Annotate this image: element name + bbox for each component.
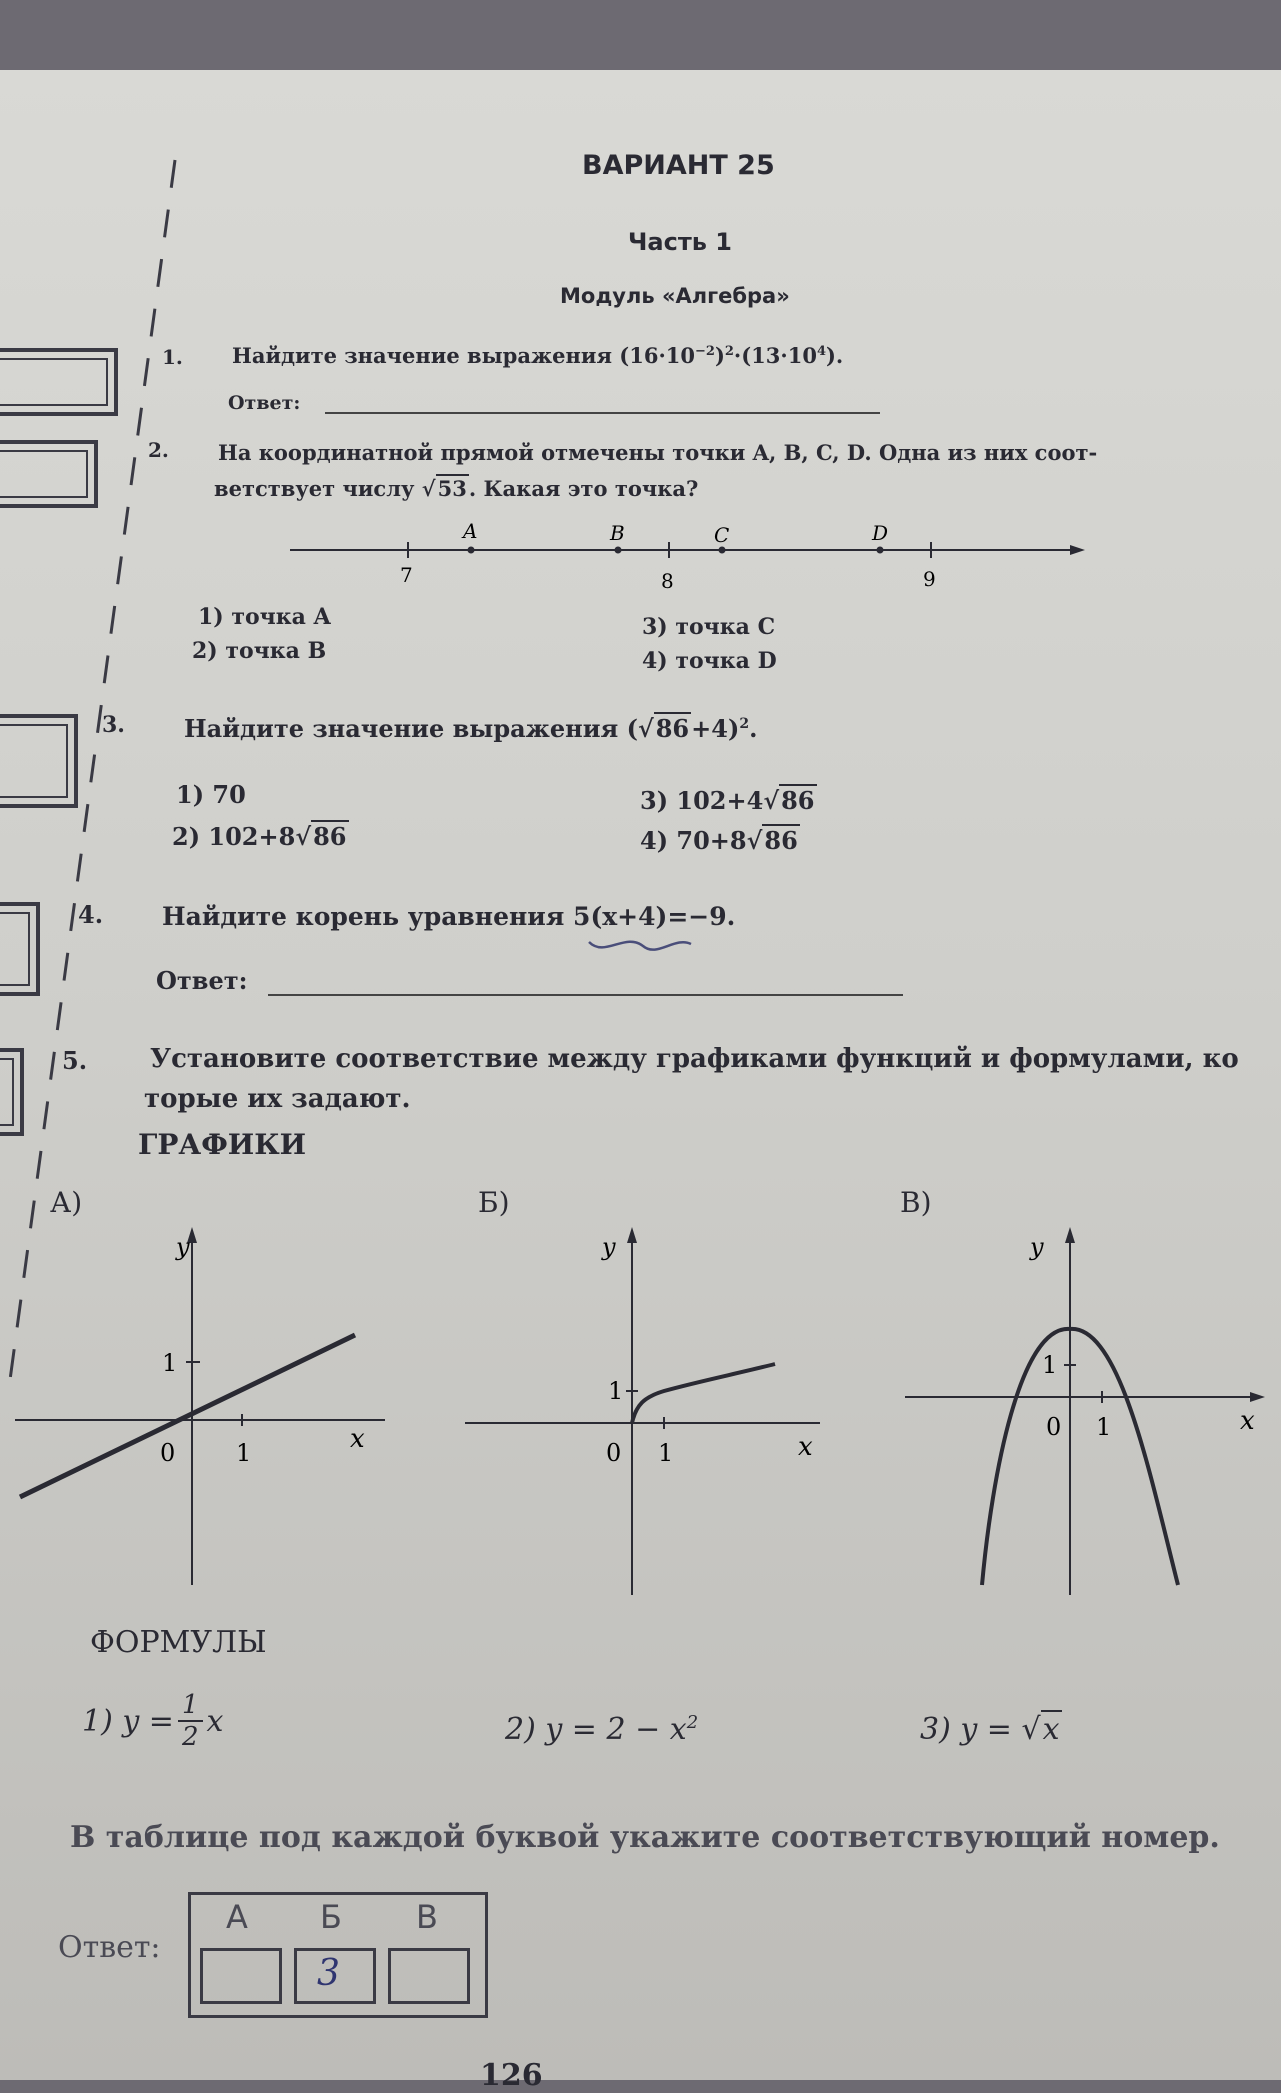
q1-answer-line[interactable]	[325, 412, 880, 414]
q1-answer-label: Ответ:	[228, 392, 301, 414]
formulas-title: ФОРМУЛЫ	[90, 1625, 267, 1660]
table-header-b: Б	[320, 1898, 342, 1936]
module-title: Модуль «Алгебра»	[560, 284, 790, 308]
point-label-c: C	[714, 523, 730, 547]
q1-number: 1.	[162, 345, 183, 369]
graph-a-tick-y1: 1	[162, 1349, 178, 1377]
tick-label-7: 7	[400, 563, 413, 587]
part-title: Часть 1	[628, 228, 732, 256]
q3-text: Найдите значение выражения $(√86+4)^2$.	[184, 714, 758, 743]
q5-answer-label: Ответ:	[58, 1930, 161, 1965]
answer-cell-a[interactable]	[200, 1948, 282, 2004]
graph-a-x-label: x	[350, 1424, 365, 1454]
graphs-title: ГРАФИКИ	[138, 1128, 307, 1161]
graph-v-curve	[982, 1329, 1178, 1585]
graph-b-tick-y1: 1	[608, 1377, 624, 1405]
graph-b-tick-x1: 1	[658, 1439, 674, 1467]
table-instruction: В таблице под каждой буквой укажите соответствующий номер.	[70, 1820, 1220, 1855]
graph-a-tick-x1: 1	[236, 1439, 252, 1467]
q3-number: 3.	[102, 712, 125, 738]
graph-v-tick-x1: 1	[1096, 1413, 1112, 1441]
graph-a-origin: 0	[160, 1439, 176, 1467]
q1-text: Найдите значение выражения $(16\cdot 10^{-2})^2\cdot(13\cdot 10^4)$.	[232, 343, 844, 368]
graph-b-origin: 0	[606, 1439, 622, 1467]
graph-v-x-label: x	[1240, 1406, 1255, 1436]
q2-option-1[interactable]: 1) точка A	[198, 604, 331, 630]
q4-answer-label: Ответ:	[156, 966, 248, 995]
graph-v-tick-y1: 1	[1042, 1351, 1058, 1379]
graph-b	[460, 1225, 840, 1605]
table-header-v: В	[416, 1898, 438, 1936]
answer-box-3[interactable]	[0, 714, 78, 808]
point-a	[468, 547, 475, 554]
answer-cell-v[interactable]	[388, 1948, 470, 2004]
answer-box-4[interactable]	[0, 902, 40, 996]
graph-label-a: А)	[50, 1186, 83, 1219]
q2-option-3[interactable]: 3) точка C	[642, 614, 776, 640]
graph-a	[10, 1225, 400, 1595]
q2-line1: На координатной прямой отмечены точки A, B, C, D. Одна из них соот-	[218, 440, 1098, 465]
q4-equation: 5(x+4)=−9.	[573, 902, 736, 931]
graph-b-y-label: y	[602, 1233, 616, 1261]
graph-label-v: В)	[900, 1186, 932, 1219]
q2-option-4[interactable]: 4) точка D	[642, 648, 777, 674]
q2-number: 2.	[148, 438, 169, 462]
q2-line2: ветствует числу √53. Какая это точка?	[214, 476, 699, 501]
q5-line2: торые их задают.	[144, 1084, 411, 1114]
variant-title: ВАРИАНТ 25	[582, 150, 775, 181]
handwritten-underline	[585, 930, 695, 960]
formula-1: 1) y = $\frac{1}{2}$ x	[82, 1690, 224, 1752]
answer-cell-b[interactable]	[294, 1948, 376, 2004]
q3-option-2[interactable]: 2) 102+8√86	[172, 822, 347, 851]
handwritten-answer-b: 3	[317, 1953, 340, 1994]
page-number: 126	[480, 2058, 543, 2093]
graph-v-y-label: y	[1030, 1233, 1044, 1261]
graph-a-y-label: y	[176, 1233, 190, 1261]
graph-a-line	[20, 1335, 355, 1497]
answer-box-5[interactable]	[0, 1048, 24, 1136]
answer-box-2[interactable]	[0, 440, 98, 508]
table-header-a: А	[226, 1898, 248, 1936]
graph-v-origin: 0	[1046, 1413, 1062, 1441]
graph-b-x-label: x	[798, 1432, 813, 1462]
q4-text: Найдите корень уравнения 5(x+4)=−9.	[162, 902, 736, 931]
point-label-a: A	[463, 520, 478, 543]
tick-label-9: 9	[923, 567, 936, 591]
formula-3: 3) y = √x	[920, 1712, 1060, 1747]
q5-line1: Установите соответствие между графиками функций и формулами, ко	[150, 1044, 1239, 1074]
q3-option-4[interactable]: 4) 70+8√86	[640, 826, 798, 855]
answer-box-1[interactable]	[0, 348, 118, 416]
q3-option-3[interactable]: 3) 102+4√86	[640, 786, 815, 815]
graph-b-curve	[632, 1364, 775, 1423]
q5-number: 5.	[62, 1046, 88, 1075]
graph-label-b: Б)	[478, 1186, 510, 1219]
cut-line	[0, 0, 200, 1400]
point-label-b: B	[610, 521, 625, 545]
formula-2: 2) $y = 2 - x^2$	[505, 1712, 699, 1747]
point-label-d: D	[872, 521, 889, 545]
point-c	[719, 547, 726, 554]
q3-option-1[interactable]: 1) 70	[176, 780, 246, 809]
q4-number: 4.	[78, 900, 104, 929]
point-d	[877, 547, 884, 554]
q2-option-2[interactable]: 2) точка B	[192, 638, 327, 664]
q4-answer-line[interactable]	[268, 994, 903, 996]
tick-label-8: 8	[661, 569, 674, 593]
q2-number-line	[280, 520, 1100, 600]
graph-v	[900, 1225, 1280, 1605]
point-b	[615, 547, 622, 554]
